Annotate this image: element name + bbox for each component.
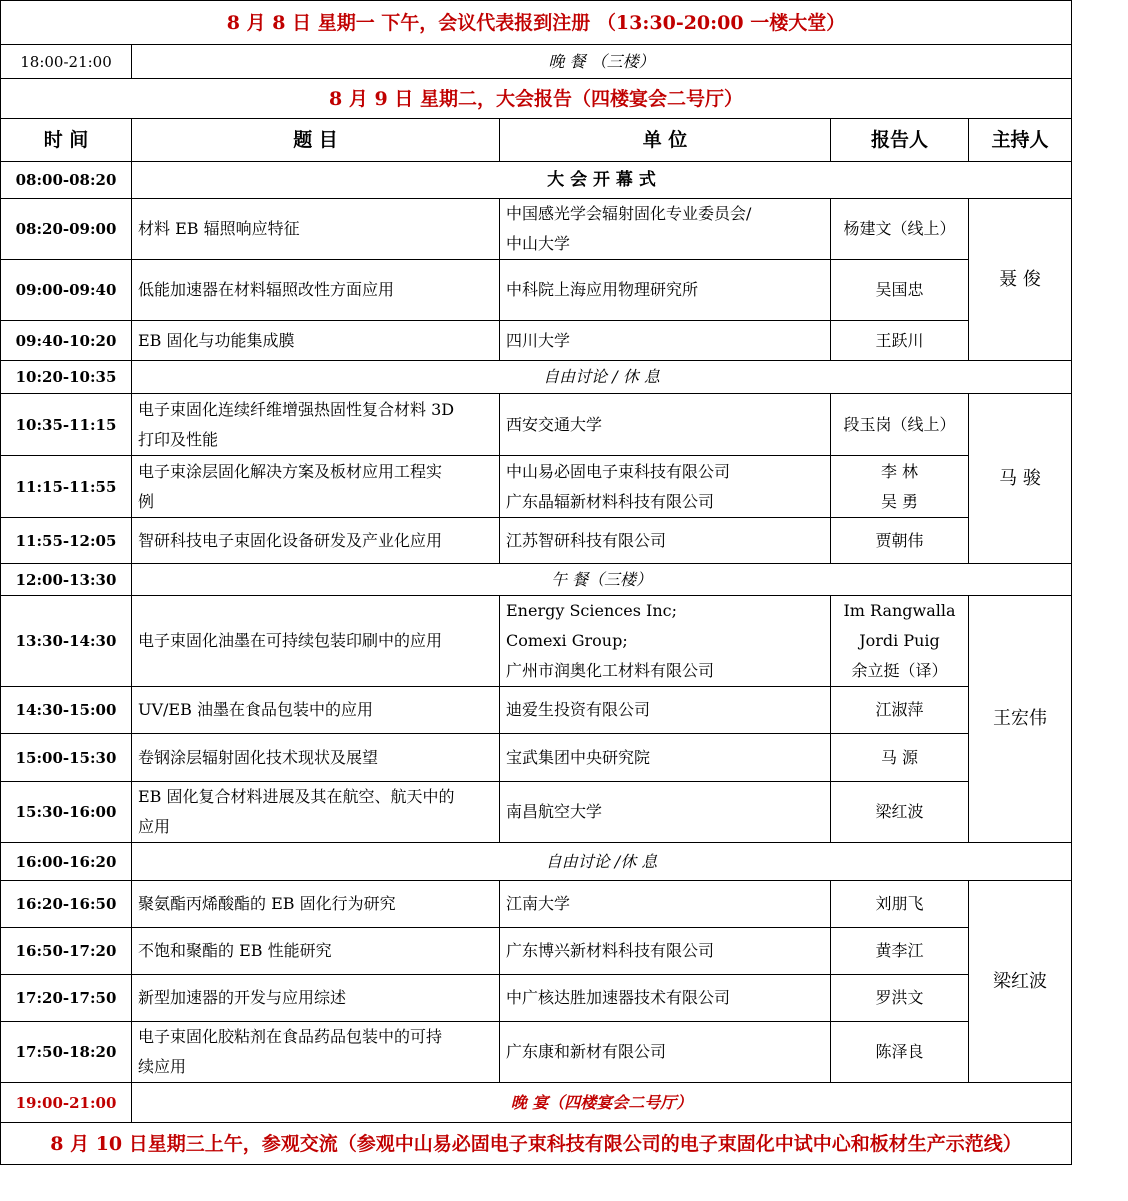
time-cell: 15:30-16:00 (1, 782, 132, 843)
speaker-cell (831, 456, 969, 518)
time-cell: 08:00-08:20 (1, 162, 132, 199)
topic-cell (132, 260, 500, 321)
unit-cell (500, 928, 831, 975)
table-row (1, 518, 1072, 564)
unit-cell-line: 广东晶辐新材料科技有限公司 (506, 491, 715, 511)
unit-cell-line: Energy Sciences Inc; (506, 601, 677, 620)
table-row (1, 199, 1072, 260)
banquet-row (1, 1083, 1072, 1123)
speaker-cell-line: 王跃川 (875, 330, 924, 350)
unit-cell-line: 广东博兴新材料科技有限公司 (506, 941, 715, 960)
speaker-cell (831, 199, 969, 260)
time-cell: 09:40-10:20 (1, 321, 132, 361)
unit-cell (500, 260, 831, 321)
unit-cell-line: 广州市润奥化工材料有限公司 (506, 661, 715, 680)
lunch-label: 午 餐（三楼） (132, 564, 1072, 596)
topic-cell-line: EB 固化与功能集成膜 (138, 330, 295, 350)
unit-cell (500, 394, 831, 456)
header-speaker: 报告人 (831, 119, 969, 162)
table-row (1, 782, 1072, 843)
unit-cell (500, 881, 831, 928)
header-host: 主持人 (969, 119, 1072, 162)
break-row (1, 361, 1072, 394)
unit-cell-line: 迪爱生投资有限公司 (506, 700, 651, 719)
table-row (1, 734, 1072, 782)
topic-cell (132, 596, 500, 687)
speaker-cell-line: 吴 勇 (880, 491, 919, 511)
topic-cell (132, 975, 500, 1022)
topic-cell (132, 687, 500, 734)
time-cell: 17:20-17:50 (1, 975, 132, 1022)
table-row (1, 881, 1072, 928)
table-row (1, 928, 1072, 975)
table-row (1, 260, 1072, 321)
topic-cell (132, 1022, 500, 1083)
break-label: 自由讨论 /休 息 (132, 843, 1072, 881)
topic-cell-line: 聚氨酯丙烯酸酯的 EB 固化行为研究 (138, 894, 396, 913)
speaker-cell (831, 975, 969, 1022)
table-row (1, 394, 1072, 456)
time-cell: 16:50-17:20 (1, 928, 132, 975)
unit-cell-line: 江苏智研科技有限公司 (506, 530, 667, 550)
header-unit: 单 位 (500, 119, 831, 162)
time-cell: 16:00-16:20 (1, 843, 132, 881)
unit-cell (500, 687, 831, 734)
topic-cell (132, 881, 500, 928)
time-cell: 10:20-10:35 (1, 361, 132, 394)
day3-row (1, 1123, 1072, 1165)
host-cell: 聂 俊 (969, 199, 1072, 361)
speaker-cell (831, 596, 969, 687)
time-cell: 12:00-13:30 (1, 564, 132, 596)
speaker-cell-line: 罗洪文 (875, 988, 924, 1007)
speaker-cell (831, 518, 969, 564)
time-cell: 10:35-11:15 (1, 394, 132, 456)
speaker-cell-line: 陈泽良 (875, 1042, 924, 1061)
speaker-cell (831, 260, 969, 321)
time-cell: 14:30-15:00 (1, 687, 132, 734)
unit-cell-line: 江南大学 (506, 894, 571, 913)
speaker-cell-line: 贾朝伟 (875, 530, 924, 550)
unit-cell-line: 中广核达胜加速器技术有限公司 (506, 988, 731, 1007)
day1-banner: 8 月 8 日 星期一 下午，会议代表报到注册 （13:30-20:00 一楼大堂） (1, 1, 1072, 45)
speaker-cell-line: 江淑萍 (875, 700, 924, 719)
speaker-cell-line: 余立挺（译） (851, 661, 948, 680)
unit-cell-line: 宝武集团中央研究院 (506, 747, 651, 767)
topic-cell (132, 321, 500, 361)
host-cell: 梁红波 (969, 881, 1072, 1083)
unit-cell-line: 中国感光学会辐射固化专业委员会/ (506, 204, 752, 223)
time-cell: 18:00-21:00 (1, 45, 132, 79)
unit-cell (500, 596, 831, 687)
topic-cell-line: 电子束固化胶粘剂在食品药品包装中的可持 (138, 1027, 443, 1046)
time-cell: 19:00-21:00 (1, 1083, 132, 1123)
unit-cell-line: 中科院上海应用物理研究所 (506, 280, 699, 299)
topic-cell-line: 卷钢涂层辐射固化技术现状及展望 (138, 747, 379, 767)
topic-cell (132, 199, 500, 260)
table-row (1, 1022, 1072, 1083)
time-cell: 09:00-09:40 (1, 260, 132, 321)
unit-cell (500, 1022, 831, 1083)
topic-cell-line: EB 固化复合材料进展及其在航空、航天中的 (138, 787, 455, 806)
unit-cell (500, 456, 831, 518)
topic-cell-line: 电子束固化连续纤维增强热固性复合材料 3D (138, 399, 455, 419)
topic-cell (132, 456, 500, 518)
unit-cell (500, 518, 831, 564)
topic-cell-line: 不饱和聚酯的 EB 性能研究 (138, 941, 332, 960)
speaker-cell (831, 1022, 969, 1083)
speaker-cell-line: Im Rangwalla (843, 601, 956, 620)
speaker-cell (831, 734, 969, 782)
topic-cell-line: 新型加速器的开发与应用综述 (138, 988, 347, 1007)
unit-cell (500, 321, 831, 361)
topic-cell (132, 734, 500, 782)
time-cell: 11:15-11:55 (1, 456, 132, 518)
speaker-cell (831, 394, 969, 456)
topic-cell (132, 518, 500, 564)
unit-cell (500, 782, 831, 843)
unit-cell (500, 199, 831, 260)
topic-cell-line: 应用 (138, 817, 171, 836)
lunch-row (1, 564, 1072, 596)
time-cell: 13:30-14:30 (1, 596, 132, 687)
topic-cell-line: 智研科技电子束固化设备研发及产业化应用 (138, 530, 443, 550)
day2-banner: 8 月 9 日 星期二，大会报告（四楼宴会二号厅） (1, 79, 1072, 119)
dinner-label: 晚 餐 （三楼） (132, 45, 1072, 79)
time-cell: 16:20-16:50 (1, 881, 132, 928)
unit-cell (500, 975, 831, 1022)
unit-cell-line: 中山易必固电子束科技有限公司 (506, 461, 731, 481)
speaker-cell (831, 881, 969, 928)
speaker-cell-line: 马 源 (880, 747, 919, 767)
topic-cell (132, 394, 500, 456)
host-cell: 马 骏 (969, 394, 1072, 564)
break-label: 自由讨论 / 休 息 (132, 361, 1072, 394)
speaker-cell (831, 687, 969, 734)
speaker-cell-line: 吴国忠 (875, 280, 924, 299)
speaker-cell-line: 黄李江 (875, 941, 924, 960)
topic-cell (132, 928, 500, 975)
time-cell: 15:00-15:30 (1, 734, 132, 782)
header-topic: 题 目 (132, 119, 500, 162)
unit-cell-line: Comexi Group; (506, 631, 628, 650)
topic-cell-line: 电子束固化油墨在可持续包装印刷中的应用 (138, 631, 443, 650)
unit-cell (500, 734, 831, 782)
time-cell: 11:55-12:05 (1, 518, 132, 564)
unit-cell-line: 四川大学 (506, 330, 571, 350)
banquet-label: 晚 宴（四楼宴会二号厅） (132, 1083, 1072, 1123)
topic-cell-line: 低能加速器在材料辐照改性方面应用 (138, 280, 395, 299)
table-row (1, 596, 1072, 687)
time-cell: 08:20-09:00 (1, 199, 132, 260)
speaker-cell-line: 李 林 (880, 461, 919, 481)
speaker-cell (831, 321, 969, 361)
speaker-cell (831, 928, 969, 975)
speaker-cell-line: Jordi Puig (859, 631, 940, 650)
unit-cell-line: 广东康和新材有限公司 (506, 1042, 667, 1061)
header-time: 时 间 (1, 119, 132, 162)
day3-banner: 8 月 10 日星期三上午，参观交流（参观中山易必固电子束科技有限公司的电子束固化中试中心和板材生产示范线） (1, 1123, 1072, 1165)
topic-cell-line: 材料 EB 辐照响应特征 (138, 219, 300, 238)
topic-cell-line: 例 (138, 491, 155, 511)
speaker-cell-line: 段玉岗（线上） (843, 414, 956, 434)
table-row (1, 687, 1072, 734)
topic-cell-line: 续应用 (138, 1057, 187, 1076)
speaker-cell-line: 杨建文（线上） (843, 219, 956, 238)
host-cell: 王宏伟 (969, 596, 1072, 843)
unit-cell-line: 中山大学 (506, 234, 571, 253)
time-cell: 17:50-18:20 (1, 1022, 132, 1083)
speaker-cell (831, 782, 969, 843)
table-row (1, 975, 1072, 1022)
unit-cell-line: 西安交通大学 (506, 414, 603, 434)
speaker-cell-line: 梁红波 (875, 802, 924, 821)
topic-cell-line: UV/EB 油墨在食品包装中的应用 (138, 700, 373, 719)
table-row (1, 456, 1072, 518)
topic-cell (132, 782, 500, 843)
opening-label: 大 会 开 幕 式 (132, 162, 1072, 199)
speaker-cell-line: 刘朋飞 (875, 894, 924, 913)
topic-cell-line: 打印及性能 (138, 429, 219, 449)
break-row (1, 843, 1072, 881)
unit-cell-line: 南昌航空大学 (506, 802, 603, 821)
topic-cell-line: 电子束涂层固化解决方案及板材应用工程实 (138, 461, 443, 481)
table-row (1, 321, 1072, 361)
